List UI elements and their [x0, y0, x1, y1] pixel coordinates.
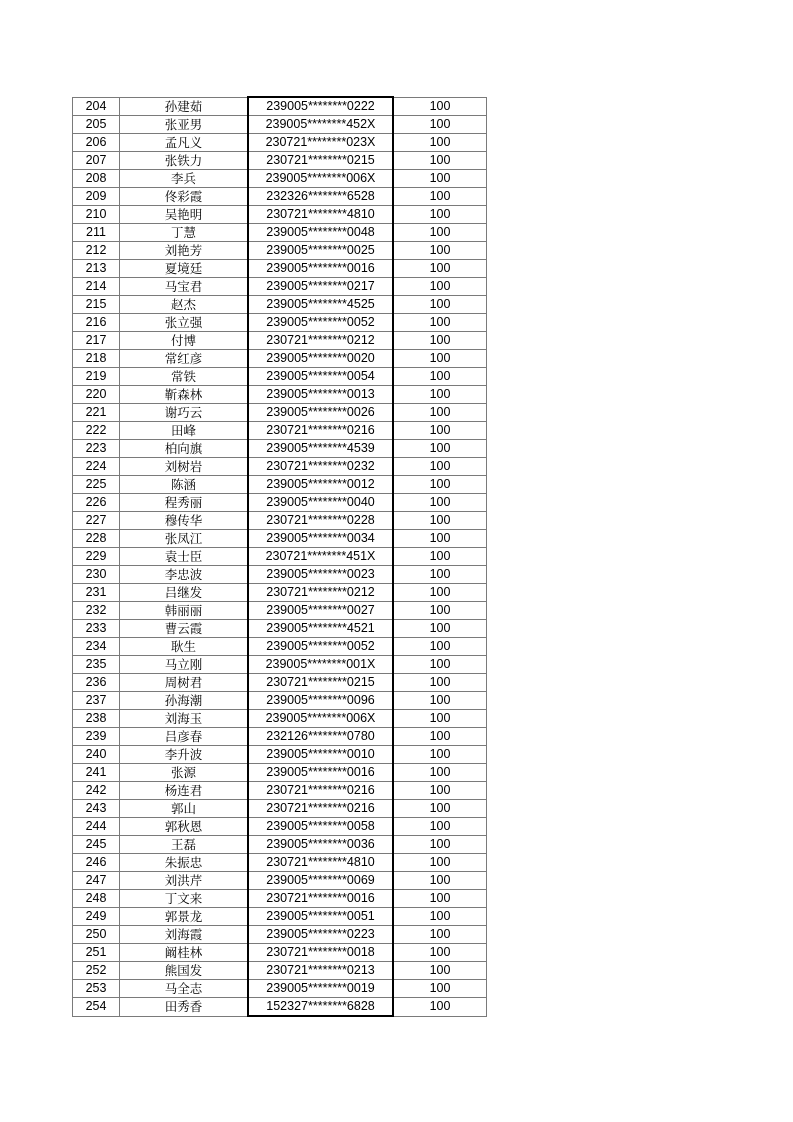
name-cell: 孙建茹: [120, 97, 249, 116]
score-cell: 100: [393, 386, 487, 404]
score-cell: 100: [393, 134, 487, 152]
table-row: [73, 314, 487, 332]
row-number-cell: 231: [73, 584, 120, 602]
id-number-cell: 230721********0228: [248, 512, 393, 530]
id-number-cell: 239005********452X: [248, 116, 393, 134]
id-number-cell: 230721********0018: [248, 944, 393, 962]
id-number-cell: 239005********006X: [248, 170, 393, 188]
table-row: [73, 854, 487, 872]
score-cell: 100: [393, 854, 487, 872]
table-row: [73, 836, 487, 854]
table-row: [73, 872, 487, 890]
score-cell: 100: [393, 980, 487, 998]
id-number-cell: 230721********0212: [248, 332, 393, 350]
row-number-cell: 240: [73, 746, 120, 764]
table-row: [73, 764, 487, 782]
id-number-cell: 230721********0232: [248, 458, 393, 476]
name-cell: 孙海潮: [120, 692, 249, 710]
id-number-cell: 239005********0010: [248, 746, 393, 764]
table-row: [73, 476, 487, 494]
score-cell: 100: [393, 728, 487, 746]
name-cell: 常红彦: [120, 350, 249, 368]
table-row: [73, 296, 487, 314]
name-cell: 刘树岩: [120, 458, 249, 476]
table-row: [73, 97, 487, 116]
row-number-cell: 218: [73, 350, 120, 368]
table-row: [73, 908, 487, 926]
score-cell: 100: [393, 818, 487, 836]
roster-table: [72, 96, 487, 1017]
score-cell: 100: [393, 170, 487, 188]
name-cell: 李忠波: [120, 566, 249, 584]
row-number-cell: 249: [73, 908, 120, 926]
table-row: [73, 170, 487, 188]
table-row: [73, 800, 487, 818]
name-cell: 张铁力: [120, 152, 249, 170]
id-number-cell: 239005********0036: [248, 836, 393, 854]
row-number-cell: 211: [73, 224, 120, 242]
id-number-cell: 239005********0052: [248, 314, 393, 332]
name-cell: 刘海玉: [120, 710, 249, 728]
table-row: [73, 116, 487, 134]
score-cell: 100: [393, 332, 487, 350]
table-row: [73, 440, 487, 458]
score-cell: 100: [393, 206, 487, 224]
table-row: [73, 422, 487, 440]
name-cell: 袁士臣: [120, 548, 249, 566]
row-number-cell: 246: [73, 854, 120, 872]
name-cell: 张源: [120, 764, 249, 782]
row-number-cell: 214: [73, 278, 120, 296]
score-cell: 100: [393, 908, 487, 926]
table-row: [73, 692, 487, 710]
score-cell: 100: [393, 494, 487, 512]
row-number-cell: 206: [73, 134, 120, 152]
row-number-cell: 207: [73, 152, 120, 170]
table-row: [73, 620, 487, 638]
table-row: [73, 224, 487, 242]
score-cell: 100: [393, 656, 487, 674]
row-number-cell: 252: [73, 962, 120, 980]
row-number-cell: 215: [73, 296, 120, 314]
name-cell: 张立强: [120, 314, 249, 332]
name-cell: 张凤江: [120, 530, 249, 548]
score-cell: 100: [393, 764, 487, 782]
table-row: [73, 386, 487, 404]
id-number-cell: 230721********451X: [248, 548, 393, 566]
score-cell: 100: [393, 422, 487, 440]
score-cell: 100: [393, 224, 487, 242]
name-cell: 王磊: [120, 836, 249, 854]
name-cell: 刘洪芹: [120, 872, 249, 890]
id-number-cell: 230721********0216: [248, 800, 393, 818]
score-cell: 100: [393, 962, 487, 980]
row-number-cell: 247: [73, 872, 120, 890]
name-cell: 李升波: [120, 746, 249, 764]
table-row: [73, 818, 487, 836]
score-cell: 100: [393, 782, 487, 800]
name-cell: 赵杰: [120, 296, 249, 314]
row-number-cell: 221: [73, 404, 120, 422]
row-number-cell: 243: [73, 800, 120, 818]
score-cell: 100: [393, 512, 487, 530]
row-number-cell: 224: [73, 458, 120, 476]
row-number-cell: 245: [73, 836, 120, 854]
name-cell: 杨连君: [120, 782, 249, 800]
name-cell: 程秀丽: [120, 494, 249, 512]
name-cell: 马宝君: [120, 278, 249, 296]
name-cell: 田秀香: [120, 998, 249, 1017]
score-cell: 100: [393, 314, 487, 332]
roster-table-body: [73, 97, 487, 1016]
row-number-cell: 229: [73, 548, 120, 566]
id-number-cell: 239005********0217: [248, 278, 393, 296]
row-number-cell: 238: [73, 710, 120, 728]
id-number-cell: 230721********0213: [248, 962, 393, 980]
row-number-cell: 217: [73, 332, 120, 350]
table-row: [73, 602, 487, 620]
table-row: [73, 152, 487, 170]
id-number-cell: 239005********0025: [248, 242, 393, 260]
id-number-cell: 230721********0016: [248, 890, 393, 908]
id-number-cell: 239005********0222: [248, 97, 393, 116]
table-row: [73, 584, 487, 602]
table-row: [73, 278, 487, 296]
row-number-cell: 241: [73, 764, 120, 782]
row-number-cell: 237: [73, 692, 120, 710]
id-number-cell: 239005********006X: [248, 710, 393, 728]
table-row: [73, 674, 487, 692]
score-cell: 100: [393, 260, 487, 278]
table-row: [73, 890, 487, 908]
score-cell: 100: [393, 602, 487, 620]
id-number-cell: 230721********0215: [248, 674, 393, 692]
name-cell: 马立刚: [120, 656, 249, 674]
table-row: [73, 566, 487, 584]
id-number-cell: 239005********0020: [248, 350, 393, 368]
row-number-cell: 223: [73, 440, 120, 458]
id-number-cell: 230721********023X: [248, 134, 393, 152]
id-number-cell: 239005********0096: [248, 692, 393, 710]
name-cell: 朱振忠: [120, 854, 249, 872]
score-cell: 100: [393, 188, 487, 206]
table-row: [73, 134, 487, 152]
table-row: [73, 548, 487, 566]
name-cell: 常铁: [120, 368, 249, 386]
table-row: [73, 962, 487, 980]
name-cell: 曹云霞: [120, 620, 249, 638]
table-row: [73, 260, 487, 278]
table-row: [73, 350, 487, 368]
table-row: [73, 944, 487, 962]
table-row: [73, 404, 487, 422]
id-number-cell: 239005********0023: [248, 566, 393, 584]
table-row: [73, 746, 487, 764]
id-number-cell: 239005********4521: [248, 620, 393, 638]
name-cell: 柏向旗: [120, 440, 249, 458]
row-number-cell: 226: [73, 494, 120, 512]
score-cell: 100: [393, 566, 487, 584]
row-number-cell: 220: [73, 386, 120, 404]
row-number-cell: 212: [73, 242, 120, 260]
id-number-cell: 239005********0051: [248, 908, 393, 926]
row-number-cell: 219: [73, 368, 120, 386]
name-cell: 夏境廷: [120, 260, 249, 278]
id-number-cell: 239005********001X: [248, 656, 393, 674]
id-number-cell: 239005********0019: [248, 980, 393, 998]
name-cell: 郭秋恩: [120, 818, 249, 836]
table-row: [73, 206, 487, 224]
row-number-cell: 209: [73, 188, 120, 206]
row-number-cell: 254: [73, 998, 120, 1017]
name-cell: 吕彦春: [120, 728, 249, 746]
id-number-cell: 230721********0215: [248, 152, 393, 170]
row-number-cell: 233: [73, 620, 120, 638]
name-cell: 丁文来: [120, 890, 249, 908]
table-row: [73, 980, 487, 998]
score-cell: 100: [393, 800, 487, 818]
score-cell: 100: [393, 404, 487, 422]
table-row: [73, 998, 487, 1017]
id-number-cell: 230721********0216: [248, 422, 393, 440]
score-cell: 100: [393, 116, 487, 134]
score-cell: 100: [393, 944, 487, 962]
id-number-cell: 239005********0016: [248, 764, 393, 782]
row-number-cell: 236: [73, 674, 120, 692]
row-number-cell: 222: [73, 422, 120, 440]
score-cell: 100: [393, 890, 487, 908]
name-cell: 马全志: [120, 980, 249, 998]
name-cell: 周树君: [120, 674, 249, 692]
row-number-cell: 253: [73, 980, 120, 998]
name-cell: 吴艳明: [120, 206, 249, 224]
name-cell: 靳森林: [120, 386, 249, 404]
table-row: [73, 728, 487, 746]
id-number-cell: 239005********0026: [248, 404, 393, 422]
name-cell: 刘艳芳: [120, 242, 249, 260]
name-cell: 吕继发: [120, 584, 249, 602]
score-cell: 100: [393, 926, 487, 944]
row-number-cell: 204: [73, 97, 120, 116]
id-number-cell: 239005********0013: [248, 386, 393, 404]
id-number-cell: 239005********0048: [248, 224, 393, 242]
score-cell: 100: [393, 836, 487, 854]
id-number-cell: 232126********0780: [248, 728, 393, 746]
id-number-cell: 239005********0069: [248, 872, 393, 890]
table-row: [73, 926, 487, 944]
table-row: [73, 458, 487, 476]
score-cell: 100: [393, 458, 487, 476]
row-number-cell: 239: [73, 728, 120, 746]
name-cell: 李兵: [120, 170, 249, 188]
row-number-cell: 244: [73, 818, 120, 836]
table-row: [73, 782, 487, 800]
score-cell: 100: [393, 97, 487, 116]
id-number-cell: 232326********6528: [248, 188, 393, 206]
score-cell: 100: [393, 440, 487, 458]
score-cell: 100: [393, 350, 487, 368]
name-cell: 田峰: [120, 422, 249, 440]
id-number-cell: 239005********0016: [248, 260, 393, 278]
score-cell: 100: [393, 548, 487, 566]
score-cell: 100: [393, 296, 487, 314]
score-cell: 100: [393, 476, 487, 494]
score-cell: 100: [393, 620, 487, 638]
row-number-cell: 232: [73, 602, 120, 620]
score-cell: 100: [393, 584, 487, 602]
table-row: [73, 188, 487, 206]
row-number-cell: 230: [73, 566, 120, 584]
row-number-cell: 208: [73, 170, 120, 188]
id-number-cell: 239005********0223: [248, 926, 393, 944]
score-cell: 100: [393, 530, 487, 548]
score-cell: 100: [393, 368, 487, 386]
score-cell: 100: [393, 998, 487, 1017]
id-number-cell: 152327********6828: [248, 998, 393, 1017]
name-cell: 熊国发: [120, 962, 249, 980]
id-number-cell: 230721********4810: [248, 854, 393, 872]
row-number-cell: 250: [73, 926, 120, 944]
name-cell: 耿生: [120, 638, 249, 656]
name-cell: 佟彩霞: [120, 188, 249, 206]
name-cell: 孟凡义: [120, 134, 249, 152]
table-row: [73, 512, 487, 530]
id-number-cell: 230721********0216: [248, 782, 393, 800]
name-cell: 郭山: [120, 800, 249, 818]
name-cell: 丁慧: [120, 224, 249, 242]
row-number-cell: 225: [73, 476, 120, 494]
id-number-cell: 239005********0012: [248, 476, 393, 494]
table-row: [73, 242, 487, 260]
id-number-cell: 239005********0054: [248, 368, 393, 386]
id-number-cell: 239005********0027: [248, 602, 393, 620]
table-row: [73, 530, 487, 548]
row-number-cell: 227: [73, 512, 120, 530]
id-number-cell: 239005********0040: [248, 494, 393, 512]
id-number-cell: 230721********4810: [248, 206, 393, 224]
table-row: [73, 638, 487, 656]
row-number-cell: 205: [73, 116, 120, 134]
score-cell: 100: [393, 674, 487, 692]
name-cell: 阚桂林: [120, 944, 249, 962]
name-cell: 付博: [120, 332, 249, 350]
id-number-cell: 230721********0212: [248, 584, 393, 602]
row-number-cell: 235: [73, 656, 120, 674]
id-number-cell: 239005********0058: [248, 818, 393, 836]
row-number-cell: 234: [73, 638, 120, 656]
score-cell: 100: [393, 746, 487, 764]
id-number-cell: 239005********0052: [248, 638, 393, 656]
row-number-cell: 213: [73, 260, 120, 278]
table-row: [73, 710, 487, 728]
row-number-cell: 216: [73, 314, 120, 332]
score-cell: 100: [393, 638, 487, 656]
score-cell: 100: [393, 278, 487, 296]
score-cell: 100: [393, 152, 487, 170]
id-number-cell: 239005********0034: [248, 530, 393, 548]
score-cell: 100: [393, 692, 487, 710]
row-number-cell: 251: [73, 944, 120, 962]
table-row: [73, 368, 487, 386]
name-cell: 陈涵: [120, 476, 249, 494]
table-row: [73, 656, 487, 674]
name-cell: 谢巧云: [120, 404, 249, 422]
id-number-cell: 239005********4525: [248, 296, 393, 314]
name-cell: 刘海霞: [120, 926, 249, 944]
score-cell: 100: [393, 242, 487, 260]
name-cell: 郭景龙: [120, 908, 249, 926]
row-number-cell: 228: [73, 530, 120, 548]
score-cell: 100: [393, 710, 487, 728]
score-cell: 100: [393, 872, 487, 890]
id-number-cell: 239005********4539: [248, 440, 393, 458]
row-number-cell: 248: [73, 890, 120, 908]
table-row: [73, 494, 487, 512]
row-number-cell: 210: [73, 206, 120, 224]
name-cell: 穆传华: [120, 512, 249, 530]
table-row: [73, 332, 487, 350]
row-number-cell: 242: [73, 782, 120, 800]
name-cell: 张亚男: [120, 116, 249, 134]
name-cell: 韩丽丽: [120, 602, 249, 620]
